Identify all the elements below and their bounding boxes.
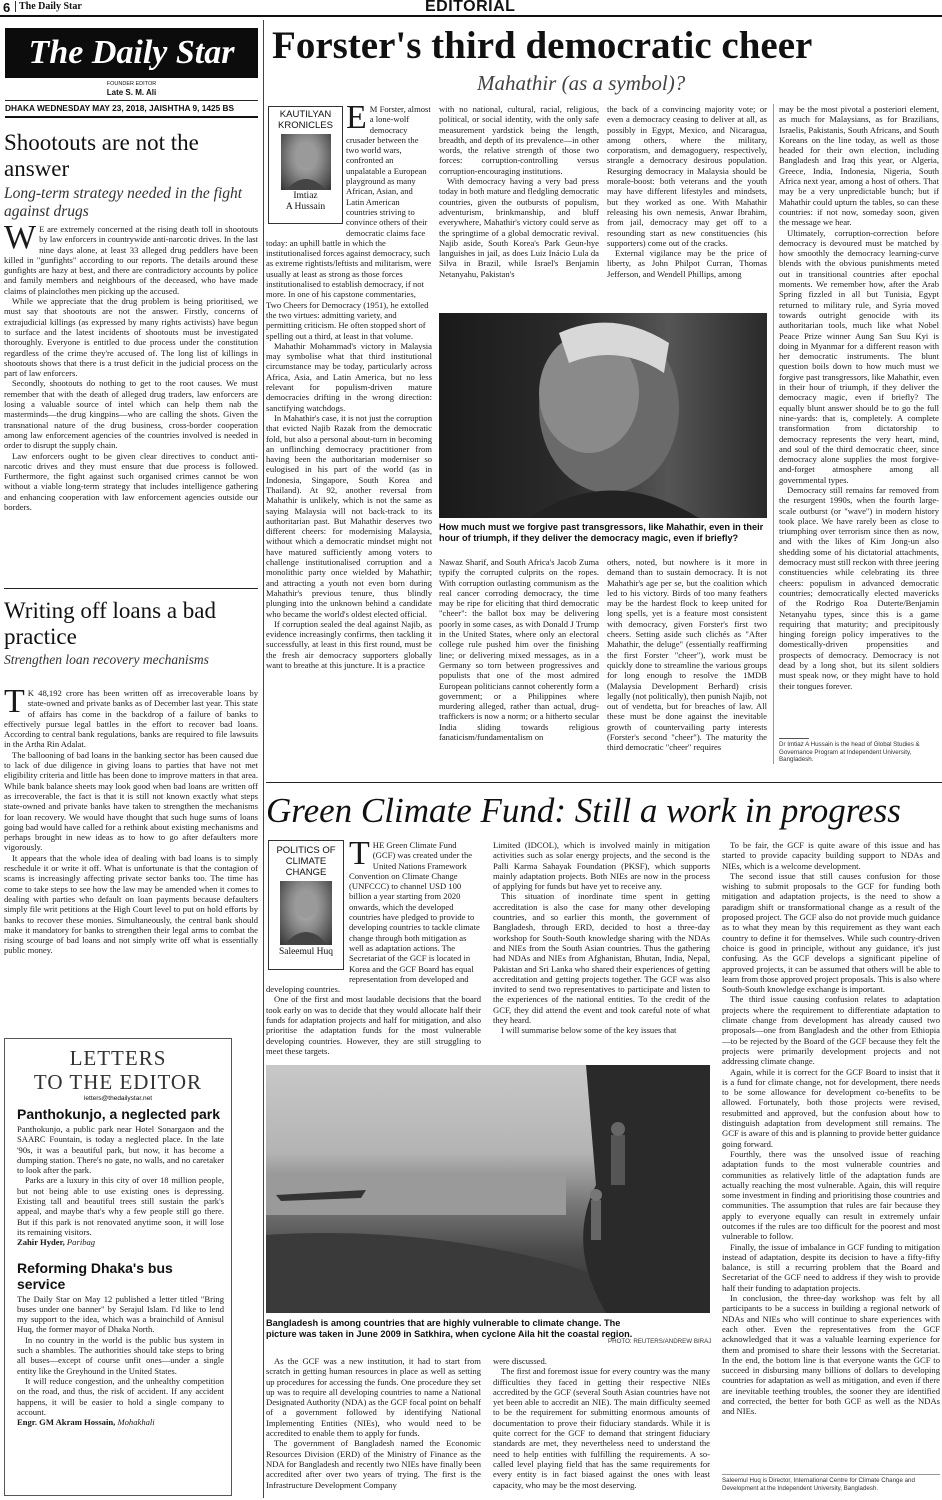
article2-col3-p4: Again, while it is correct for the GCF Board to insist that it is a fund for climate change, not for development, there needs to be some allowance for development co-benefits to be allowed. Fortunately, both those projects were revised, resubmitted and approved, but the confusion about how to distinguish adaptation from development still remains. The GCF is aware of this and is planning to provide better guidance going forward. (722, 1066, 940, 1149)
article2-col3 (722, 840, 940, 1472)
letter2-author: Engr. GM Akram Hossain, (17, 1417, 116, 1428)
masthead-rule (5, 100, 258, 101)
article1-col1-p2: Mahathir Mohammad's victory in Malaysia may symbolise what that third institutional circumstance may be today, particularly across Africa, Asia, and Latin America, but no less relevant for populism-driven mature democracies drifting in the wrong direction: sanctifying watchdogs. (266, 340, 432, 413)
letter1-title: Panthokunjo, a neglected park (17, 1106, 221, 1122)
letter2-p2: In no country in the world is the public bus system in such a shambles. The authorities should take steps to bring all buses—except of course unfit ones—under a single entity like the Greyhound in the United States. (17, 1334, 224, 1376)
article2-col2-top (493, 840, 710, 1062)
article1-col4-p3: Democracy still remains far removed from the resurgent 1990s, when the fourth large-scale outburst (or "wave") in modern history took place. We have rarely been as close to triumphing over terrorism since then as now, and with the likes of Kim Jong-un also shedding some of his dictatorial attachments, democracy must still reckon with three jeering constituencies while celebrating its three cheers: populism in advanced democratic countries; democratically elected mavericks of the Rodrigo Roa Duterte/Benjamin Netanyahu types, since this is a game requiring that maturity; and precipitously hinging foreign policy imperatives to the domestically-driven propensities and prospects of democracy. Democracy is not dead by a long shot, but its silent soldiers must speak now, or they might have to hold their tongues forever. (779, 484, 939, 691)
article2-col3-p5: Fourthly, there was the unsolved issue of reaching adaptation funds to the most vulnerable countries and communities as relatively little of the adaptation funds are actually reaching the most vulnerable. Again, this will require some investment in finding and prioritising those countries and communities. The assumption that rules are fair because they apply to everyone equally can result in extremely unfair outcomes if the rules are too difficult for the poorest and most vulnerable to follow. (722, 1148, 940, 1242)
article2-col1-p1: THE Green Climate Fund (GCF) was created under the United Nations Framework Convention on Climate Change (UNFCCC) to channel USD 100 billion a year starting from 2020 onwards, which the developed countries have pledged to provide to developing countries to tackle climate change through both mitigation as well as adaptation actions. The Secretariat of the GCF is located in Korea and the GCF Board has equal representation from developed and developing countries. (266, 840, 480, 995)
letter2-place: Mohakhali (117, 1417, 155, 1428)
cyclone-photo-credit: PHOTO: REUTERS/ANDREW BIRAJ (608, 1338, 712, 1345)
article2-col2-p1: Limited (IDCOL), which is involved mainly in mitigation activities such as solar energy projects, and the second is the Palli Karma Sahayak Foundation (PKSF), which supports mainly adaptation projects. Both NIEs are now in the process of applying for funds but have yet to receive any. (493, 840, 710, 892)
article1-col2-p2: With democracy having a very bad press today in both mature and fledgling democratic countries, given the outbursts of populism, adventurism, brinkmanship, and bluff everywhere, Mahathir's victory could serve as the springtime of a global democratic revival. Najib aside, South Korea's Park Geun-hye languishes in jail, as does Luiz Inácio Lula da Silva in Brazil, while Israel's Benjamin Netanyahu, Pakistan's (439, 176, 599, 279)
editorial1-p2: While we appreciate that the drug problem is being prioritised, we must say that shootouts are not the answer. Firstly, concerns of extrajudicial killings (as expressed by many rights activists) have begun to surface and the latest incidents of shootouts must be investigated thoroughly. Everyone is entitled to due process under the constitution regardless of the crime they're accused of. The long list of killings in shootouts shows that there is a trust deficit in the judicial process on the part of law enforcers. (4, 296, 258, 379)
section-title: EDITORIAL (425, 0, 516, 15)
article2-col1-top (266, 840, 481, 1062)
editorial2-p2: The ballooning of bad loans in the banking sector has been caused due to lack of due diligence in giving loans to parties that have not met eligibility criteria and little has been done to improve matters in that area. While bank balance sheets may look good when bad loans are written off as irrecoverable, the fact is that it is still not known exactly what steps state-owned and private banks have taken to strengthen the mechanisms for loan recovery. We would have thought that such huge sums of loans going bad would have called for a rethink about existing mechanisms and perhaps brought in new ideas as to how to go after defaulters more vigorously. (4, 749, 258, 853)
article2-col3-p7: In conclusion, the three-day workshop was felt by all participants to be a success in building a regional network of NDAs and NIEs who will continue to share experiences with each other. Even the representatives from the GCF acknowledged that it was a valuable learning experience for them and promised to share their lessons with the Secretariat. In the end, the bottom line is that everyone wants the GCF to succeed in disbursing many billions of dollars to developing countries for adaptation as well as mitigation, and even if there are inevitable teething troubles, the sooner they are identified and corrected, the better for both GCF as well as the NDAs and NIEs. (722, 1293, 940, 1417)
article2-column-name: POLITICS OF CLIMATE CHANGE (276, 845, 336, 878)
article2-col2-bottom (493, 1356, 710, 1498)
article1-author-line1: Imtiaz (293, 191, 318, 201)
article1-col1 (266, 104, 432, 764)
letter1-place: Paribag (66, 1237, 96, 1248)
editorial1-headline: Shootouts are not the answer (4, 130, 199, 181)
editorial1-p3: Secondly, shootouts do nothing to get to the root causes. We must remember that with the death of alleged drug traders, law enforcers are losing a valuable source of intel which can help them nab the masterminds—the drug kingpins—who are calling the shots. Given the transnational nature of the drug business, cross-border cooperation among law enforcement agencies of the countries involved is needed in order to disrupt the supply chain. (4, 378, 258, 451)
editorial1-p1: WE are extremely concerned at the rising death toll in shootouts by law enforcers in countrywide anti-narcotic drives. In the last nine days alone, at least 33 alleged drug peddlers have been killed in "gunfights" according to our reports. The details around these gunfights are hazy at best, and there are contradictory accounts by police and family members and neighbours of the deceased, who have made claims of plainclothes men picking up the accused. (4, 224, 258, 296)
article1-col3-p1: the back of a convincing majority vote; or even a democracy ceasing to deliver at all, as possibly in Egypt, Mexico, and Nicaragua, among others, where the military, corporatism, and demagoguery, respectively, strangle a democracy desirous population. Resurging democracy in Malaysia should be morale-boost: both veterans and the youth may have different lifestyles and mindsets, but they worked as one. With Mahathir releasing his own nemesis, Anwar Ibrahim, from jail, democracy may get off to a resounding start as new constituencies (his supporters) come out of the cracks. (607, 104, 767, 248)
editorial2-p1: TK 48,192 crore has been written off as irrecoverable loans by state-owned and private banks as of December last year. This state of affairs has come in the backdrop of a failure of banks to effectively pursue legal battles in the effort to recover bad loans. According to central bank regulations, banks are required to file lawsuits in the Artha Rin Adalat. (4, 688, 258, 750)
founder-label: FOUNDER EDITOR (106, 81, 157, 87)
article2-bio-rule (722, 1474, 940, 1475)
letters-email[interactable]: letters@thedailystar.net (83, 1095, 153, 1102)
editorial2-subhead: Strengthen loan recovery mechanisms (4, 652, 209, 667)
letter1-p2: Parks are a luxury in this city of over 18 million people, but not being able to use existing ones is depressing. Existing tall and beautiful trees still sustain the park's appeal, and maybe that's why a few people still go there. But if this park is not renovated anytime soon, it will lose its remaining visitors. (17, 1175, 224, 1237)
editorial1-subhead: Long-term strategy needed in the fight against drugs (4, 185, 243, 220)
article1-col1-p3: In Mahathir's case, it is not just the corruption that evicted Najib Razak from the democratic fold, but also a personal about-turn in becoming an unflinching democracy practitioner from having been the authoritarian moderniser so eulogised in his part of the world (as in Indonesia, Singapore, South Korea and Thailand). At 92, another reversal from Mahathir is unlikely, which is not the same as saying Malaysia will not back-track to its authoritarian past. But Mahathir deserves two different cheers: for modernising Malaysia, without which a democratic mindset might not have matured sufficiently among voters to challenge institutionalised corruption and a monolithic party once wielded by Mahathir; and attracting a youth not even born during Mahathir's previous tenure, thus blindly plunging into the unknown behind a candidate who became the world's oldest elected official. (266, 412, 432, 619)
article1-col2b-p1: Nawaz Sharif, and South Africa's Jacob Zuma typify the corrupted culprits on the ropes. With corruption outlasting communism as the real cancer corroding democracy, the time may be ripe for eliciting that third democratic "cheer": the ballot box may be delivering poorly in some cases, as with Donald J Trump in the United States, where only an electoral college rule pushed him over the finishing line; or delivering mixed messages, as in a Germany so torn between progressives and populists that one of the most admired European politicians cannot coherently form a government; or a Philippines where murdering alleged, rather than actual, drug-traffickers is now a norm; or a hitherto secular India sliding towards religious fanaticism/fundamentalism on (439, 557, 599, 743)
masthead-rule-2 (5, 116, 258, 118)
article2-col2-p2: This situation of inordinate time spent in getting accreditation is also the case for many other developing countries, and so earlier this month, the government of Bangladesh, through ERD, decided to host a three-day workshop for South-South knowledge sharing with the NDAs and NIEs from the South Asian countries. Thus the gathering had NDAs and NIEs from Afghanistan, Bhutan, India, Nepal, Pakistan and Sri Lanka who shared their experiences of getting accreditation and getting projects together. The GCF was also invited to send two representatives to participate and listen to the experiences of the national entities. To the credit of the GCF, they did attend the event and took careful note of what they heard. (493, 891, 710, 1026)
article2-headline: Green Climate Fund: Still a work in progress (266, 791, 901, 830)
article2-col3-p3: The third issue causing confusion relates to adaptation projects where the requirement to differentiate adaptation to climate change from development has already caused two proposals—one from Bangladesh and the other from Ethiopia—to be rejected by the Board of the GCF because they felt the projects were primarily development projects and not addressing climate change. (722, 994, 940, 1067)
masthead (5, 28, 258, 78)
letter1-author: Zahir Hyder, (17, 1237, 65, 1248)
article2-bio: Saleemul Huq is Director, International Centre for Climate Change and Development at the Independent University, Bangladesh. (722, 1477, 915, 1492)
article2-col1b-p2: The government of Bangladesh named the Economic Resources Division (ERD) of the Ministry of Finance as the NDA for Bangladesh and recently two NIEs have finally been accredited after over two years of trying. The first is the Infrastructure Development Company (266, 1438, 481, 1490)
article1-col3-bottom (607, 557, 767, 762)
article2-author: Saleemul Huq (278, 947, 334, 957)
article2-col3-p2: The second issue that still causes confusion for those wishing to submit proposals to the GCF for funding both mitigation and adaptation projects, is the need to show a paradigm shift or transformational change as a result of the proposed project. The GCF also do not provide much guidance as to what they mean by this requirement as they want each country to define it for themselves. While such country-driven choice is good in principle, without any guidance, it's just confusing. As the GCF develops a significant pipeline of approved projects, it can be assumed that others will be able to learn from those approved project proposals. This is also where South-South knowledge exchange is important. (722, 870, 940, 995)
letter2-p1: The Daily Star on May 12 published a letter titled "Bring buses under one banner" by Serajul Islam. I'd like to lend my support to the idea, which was a brainchild of Annisul Huq, the former mayor of Dhaka North. (17, 1293, 224, 1335)
article1-col3-p2: External vigilance may be the price of liberty, as John Philpot Curran, Thomas Jefferson, and Wendell Phillips, among (607, 248, 767, 279)
article1-column-name: KAUTILYAN KRONICLES (278, 109, 333, 131)
cyclone-caption: Bangladesh is among countries that are highly vulnerable to climate change. The picture was taken in June 2009 in Satkhira, when cyclone Aila hit the coastal region. (266, 1318, 633, 1339)
paper-name-small: The Daily Star (15, 1, 82, 12)
letters-title-1: LETTERS (69, 1046, 167, 1070)
founder-name: Late S. M. Ali (106, 88, 157, 97)
editorial2-p3: It appears that the whole idea of dealing with bad loans is to simply reschedule it or write it off. What is unfortunate is that the contagion of scams is increasingly affecting private sector banks too. The time has come to take steps to see how the law may be amended when it comes to dealing with parties who default on loan payments because defaulters simply file writ petitions at the High Court level to put on hold efforts by banks to recover these monies. Simultaneously, the central bank should make it mandatory for banks to strengthen their legal arms to combat the rising scourge of bad loans and not simply write off what is essentially public money. (4, 852, 258, 956)
editorial2-headline: Writing off loans a bad practice (4, 598, 216, 649)
dateline: DHAKA WEDNESDAY MAY 23, 2018, JAISHTHA 9, 1425 BS (5, 103, 235, 113)
article1-col2-p1: with no national, cultural, racial, religious, political, or social identity, with the only safe measurement yardstick being the length, breadth, and depth of its prevalence—in other words, the relative strength of those two forces: corruption-controlling versus corruption-encouraging institutions. (439, 104, 599, 176)
article1-right-divider (773, 104, 774, 764)
article2-col3-p6: Finally, the issue of imbalance in GCF funding to mitigation instead of adaptation, despite its decision to have a fifty-fifty balance, is still a recurring problem that the Board and Secretariat of the GCF need to address if they wish to provide half their funding to adaptation projects. (722, 1241, 940, 1293)
article2-col1b-p1: As the GCF was a new institution, it had to start from scratch in getting human resources in place as well as setting up procedures for accessing the funds. One procedure they set up was to require all developing countries to name a National Designated Authority (NDA) as the GCF focal point on behalf of a government followed by identifying National Implementing Entities (NIEs), who would need to be accredited to enable them to apply for funds. (266, 1356, 481, 1439)
article2-col1-bottom (266, 1356, 481, 1498)
mahathir-caption: How much must we forgive past transgressors, like Mahathir, even in their hour of triumph, if they deliver the democracy magic, even if briefly? (439, 522, 764, 543)
article1-subhead: Mahathir (as a symbol)? (477, 71, 686, 95)
editorial1-body (4, 224, 258, 579)
article1-col3-top (607, 104, 767, 311)
cyclone-photo (266, 1065, 710, 1313)
article1-col1-p4: If corruption sealed the deal against Najib, as evidence increasingly confirms, then tackling it successfully, at least in this first round, must be the fresh air democracy supporters globally want to breathe at this juncture. It is a practice (266, 618, 432, 671)
article2-col1-p2: One of the first and most laudable decisions that the board took early on was to decide that they would allocate half their funds for adaptation projects and half for mitigation, and also prioritise the adaptation funds for the most vulnerable developing countries. However, they are still struggling to meet these targets. (266, 994, 481, 1056)
article1-col3b-p1: others, noted, but nowhere is it more in demand than to sustain democracy. It is not Mahathir's age per se, but the coalition which led to his victory. Birds of too many feathers may be the hardest flock to keep united for long spells, yet is a feature most consistent with democracy, given Forster's first two cheers. Setting aside such clichés as "After Mahathir, the deluge" (essentially reaffirming the first Forster "cheer"), work must be quickly done to streamline the various groups for long enough to resolve the 1MDB (Malaysia Development Berhard) crisis legally (not politically), then punish Najib, not out of vendetta, but for breaches of law. All these must be done against the inevitable growth of countervailing party interests (Forster's second "cheer"). The maturity the third democratic "cheer" requires (607, 557, 767, 753)
letters-title-2: TO THE EDITOR (33, 1070, 203, 1094)
article1-bio-rule (779, 738, 809, 739)
editorial-divider (4, 588, 258, 589)
article1-col1-p1: EM Forster, almost a lone-wolf democracy crusader between the two world wars, confronted an unpalatable a European playground as many African, Asian, and Latin American countries striving to convince others of their democratic claims face today: an uphill battle in which the institutionalised forces against democracy, such as extreme rightists/leftists and militarism, were usually at least as strong as those forces institutionalised to establish democracy, if not more. In one of his capstone commentaries, Two Cheers for Democracy (1951), he extolled the two virtues: admitting variety, and permitting criticism. He often stopped short of spelling out a third, at least in that volume. (266, 104, 432, 341)
article2-col2-p3: I will summarise below some of the key issues that (501, 1025, 677, 1036)
article-divider (266, 782, 942, 783)
masthead-title: The Daily Star (28, 34, 235, 71)
letter2-title: Reforming Dhaka's bus service (17, 1259, 173, 1292)
editorial2-body (4, 688, 258, 1013)
editorial1-p4: Law enforcers ought to be given clear directives to conduct anti-narcotic drives and they must ensure that due process is followed. Furthermore, the fight against such organised crimes cannot be won without a viable long-term strategy that includes intelligence gathering and enhancing cooperation with law enforcement agencies outside our borders. (4, 450, 258, 513)
mahathir-photo (439, 313, 767, 518)
letters-box (4, 1038, 232, 1496)
top-rule (0, 15, 942, 17)
article1-headline: Forster's third democratic cheer (272, 24, 813, 67)
article1-col4-p2: Ultimately, corruption-correction before democracy is devoured must be matched by how smoothly the democracy learning-curve blends with the obvious punishments meted out in transitional countries after epochal moments. We remember how, after the Arab Spring fizzled in all but Tunisia, Egypt returned to military rule, and Syria moved towards outright genocide with its authoritarian tools, much like what Nobel Peace Prize winner Aung San Suu Kyi is doing in Myanmar for a different reason with her democratic instruments. The blunt question boils down to how much must we forgive past transgressors, like Mahathir, even in their hour of triumph, if they deliver the democracy magic, even if briefly? The equally blunt answer should be to go the full nine-yards: that is, completely. A complete transformation from dictatorship to democracy represents the very heart, mind, and soul of the third democratic cheer, since democracy alone supplies the most forgive-and-forget atmosphere among all governmental types. (779, 227, 939, 485)
letter1-p1: Panthokunjo, a public park near Hotel Sonargaon and the SAARC Fountain, is today a neglected place. In the late '90s, it was a beautiful park, but now, it has become a dumping station. There's no gate, no walls, and no caretaker to look after the park. (17, 1124, 224, 1176)
page-number: 6 (3, 0, 11, 15)
article2-col3-p1: To be fair, the GCF is quite aware of this issue and has started to provide capacity building support to NDAs and NIEs, which is a welcome development. (722, 840, 940, 871)
article1-author-line2: A Hussain (285, 202, 326, 212)
article1-col2-bottom (439, 557, 599, 762)
article1-bio: Dr Imtiaz A Hussain is the head of Global Studies & Governance Program at Independent University, Bangladesh. (779, 741, 920, 764)
article2-col2b-p2: The first and foremost issue for every country was the many difficulties they faced in getting their respective NIEs accredited by the GCF (several South Asian countries have not yet been able to accredit an NIE). The main difficulty seemed to be the requirement for submitting enormous amounts of documentation to prove their fiduciary standards. While it is quite correct for the GCF to demand that stringent fiduciary standards are met, they nevertheless need to understand the need to help entities with fulfilling the requirements. A so-called level playing field that has the same requirements for every entity is in fact biased against the ones with least capacity, who may be the most deserving. (493, 1366, 710, 1490)
article1-col4-p1: may be the most pivotal a posteriori element, as much for Malaysians, as for Brazilians, Israelis, Pakistanis, South Africans, and South Koreans on the line today, as well as those headed for their own election, including Bangladesh and Iraq this year, or Algeria, Greece, India, Indonesia, Nigeria, South Africa next year, among a host of others. That may be a very unpredictable bunch; but if Mahathir could upturn the tables, so can these countries: if not now, someday soon, given the message we hear. (779, 104, 939, 228)
letter2-p3: It will reduce congestion, and the unhealthy competition on the road, and thus, the risk of accident. If any accident happens, it will be easier to hold a single company to account. (17, 1375, 224, 1417)
article1-col4 (779, 104, 939, 740)
column-divider (263, 20, 264, 1498)
article2-col2b-p1: were discussed. (493, 1356, 547, 1366)
article1-col2-top (439, 104, 599, 311)
